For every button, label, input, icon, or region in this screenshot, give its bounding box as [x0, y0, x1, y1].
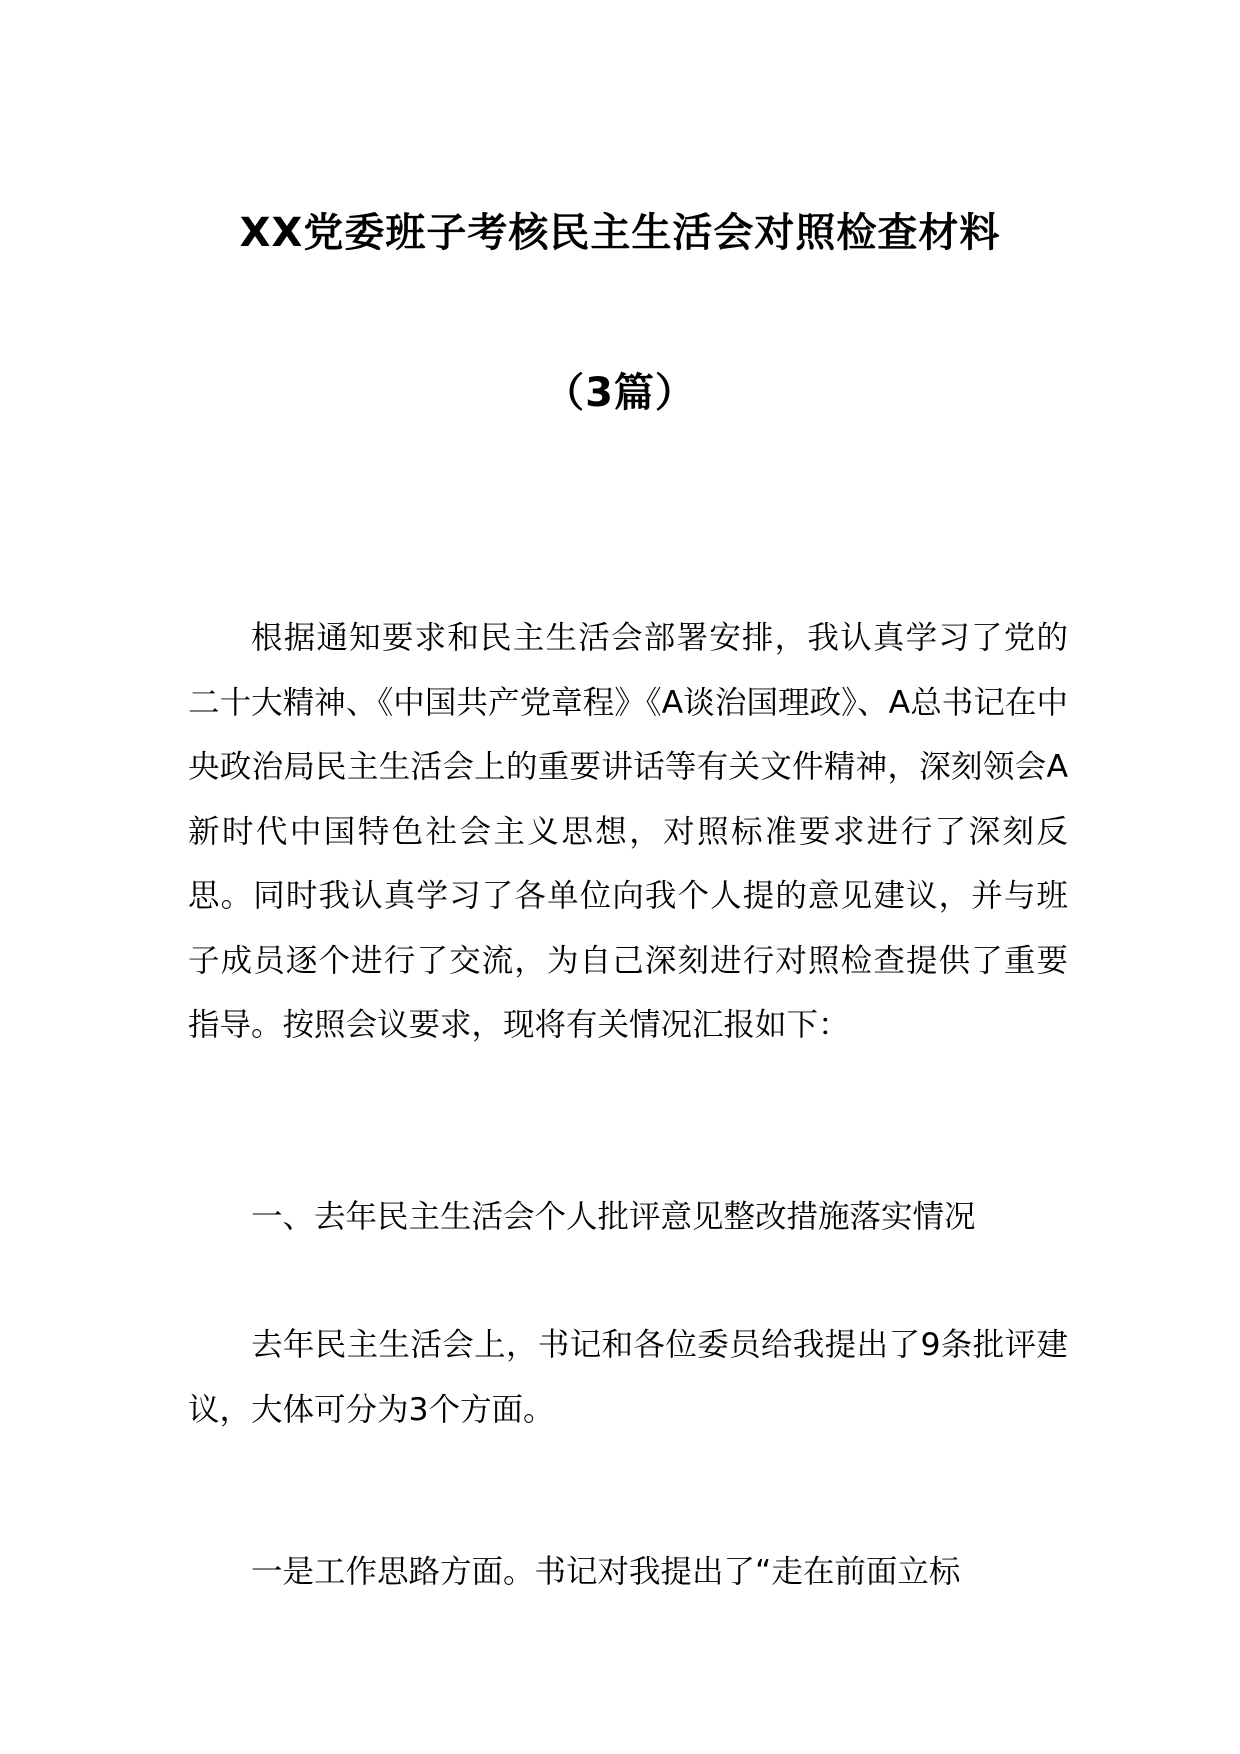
document-subtitle: （3篇） [544, 370, 696, 416]
last-year-paragraph: 去年民主生活会上，书记和各位委员给我提出了9条批评建议，大体可分为3个方面。 [188, 1327, 1068, 1428]
intro-paragraph: 根据通知要求和民主生活会部署安排，我认真学习了党的二十大精神、《中国共产党章程》《A谈治国理政》、A总书记在中央政治局民主生活会上的重要讲话等有关文件精神，深刻领会A新时代中国特色社会主义思想，对照标准要求进行了深刻反思。同时我认真学习了各单位向我个人提的意见建议，并与班子成员逐个进行了交流，为自己深刻进行对照检查提供了重要指导。按照会议要求，现将有关情况汇报如下： [188, 620, 1068, 1043]
work-ideas-paragraph: 一是工作思路方面。书记对我提出了“走在前面立标 [251, 1554, 961, 1590]
section-heading-1: 一、去年民主生活会个人批评意见整改措施落实情况 [251, 1199, 976, 1235]
document-title: XX党委班子考核民主生活会对照检查材料 [239, 210, 1001, 256]
